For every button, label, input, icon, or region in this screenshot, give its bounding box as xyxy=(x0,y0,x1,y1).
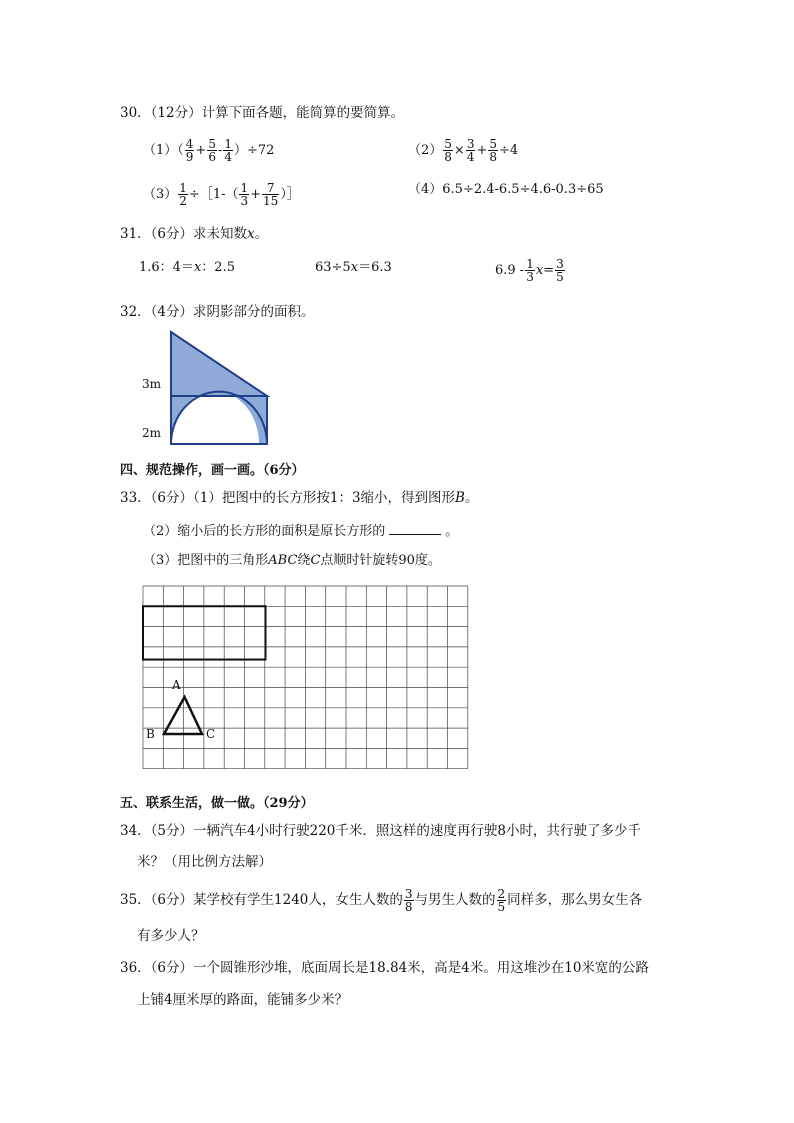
q36-line1: 36．（6分）一个圆锥形沙堆，底面周长是18.84米，高是4米。用这堆沙在10米宽的公路 xyxy=(120,960,649,976)
q34-line2: 米？（用比例方法解） xyxy=(137,854,272,870)
fraction: $\frac{4}{9}$ xyxy=(185,137,194,164)
q35-line2: 有多少人？ xyxy=(137,928,205,944)
section-4-heading: 四、规范操作，画一画。（6分） xyxy=(120,463,305,478)
q31-equation-2: 63÷5x＝6.3 xyxy=(315,260,392,275)
fraction: $\frac{2}{5}$ xyxy=(497,887,506,914)
fraction: $\frac{7}{15}$ xyxy=(263,181,279,208)
fraction: $\frac{1}{3}$ xyxy=(526,257,534,284)
q30-title: 30．（12分）计算下面各题，能简算的要简算。 xyxy=(120,105,405,121)
fraction: $\frac{3}{5}$ xyxy=(556,257,564,284)
grid-lines xyxy=(143,586,468,769)
q36-line2: 上铺4厘米厚的路面，能铺多少米？ xyxy=(137,992,349,1008)
q33-title: 33．（6分）（1）把图中的长方形按1：3缩小，得到图形B。 xyxy=(120,490,479,506)
answer-blank[interactable] xyxy=(389,520,441,535)
q31-title: 31．（6分）求未知数x。 xyxy=(120,226,269,242)
label-a: A xyxy=(172,678,181,692)
label-2m: 2m xyxy=(142,426,162,440)
q35-line1: 35．（6分）某学校有学生1240人，女生人数的 $\frac{3}{8}$ 与男生人数的 $\frac{2}{5}$ 同样多，那么男女生各 xyxy=(120,887,643,914)
fraction: $\frac{1}{2}$ xyxy=(179,181,187,208)
label-3m: 3m xyxy=(142,377,162,391)
q30-part4: （4）6.5÷2.4-6.5÷4.6-0.3÷65 xyxy=(408,182,604,197)
label-b: B xyxy=(146,727,155,741)
q33-part2: （2）缩小后的长方形的面积是原长方形的 。 xyxy=(143,520,458,542)
fraction: $\frac{1}{3}$ xyxy=(240,181,249,208)
fraction: $\frac{5}{8}$ xyxy=(489,137,498,164)
shaded-triangle xyxy=(171,332,267,396)
q33-part3: （3）把图中的三角形ABC绕C点顺时针旋转90度。 xyxy=(143,553,441,568)
q32-shaded-figure xyxy=(160,328,280,448)
fraction: $\frac{3}{8}$ xyxy=(404,887,413,914)
q31-equation-1: 1.6：4＝x：2.5 xyxy=(139,260,235,275)
q30-part3: （3） $\frac{1}{2}$ ÷［1-（ $\frac{1}{3}$ + $\frac{7}{15}$ ）］ xyxy=(143,181,300,208)
q31-equation-3: 6.9 - $\frac{1}{3}$ x= $\frac{3}{5}$ xyxy=(495,257,564,284)
q30-part2: （2） $\frac{5}{8}$ × $\frac{3}{4}$ + $\frac{5}{8}$ ÷4 xyxy=(408,137,519,164)
q33-grid-figure xyxy=(140,585,470,777)
fraction: $\frac{1}{4}$ xyxy=(224,137,233,164)
fraction: $\frac{5}{6}$ xyxy=(208,137,216,164)
q30-p1-label: （1）（ xyxy=(143,143,184,158)
q32-title: 32．（4分）求阴影部分的面积。 xyxy=(120,304,315,320)
fraction: $\frac{5}{8}$ xyxy=(444,137,452,164)
label-c: C xyxy=(206,727,216,741)
triangle-abc xyxy=(164,697,202,734)
q34-line1: 34．（5分）一辆汽车4小时行驶220千米．照这样的速度再行驶8小时，共行驶了多少千 xyxy=(120,823,641,839)
section-5-heading: 五、联系生活，做一做。（29分） xyxy=(120,796,314,811)
q30-part1: （1）（ $\frac{4}{9}$ + $\frac{5}{6}$ - $\frac{1}{4}$ ）÷72 xyxy=(143,137,275,164)
fraction: $\frac{3}{4}$ xyxy=(466,137,475,164)
